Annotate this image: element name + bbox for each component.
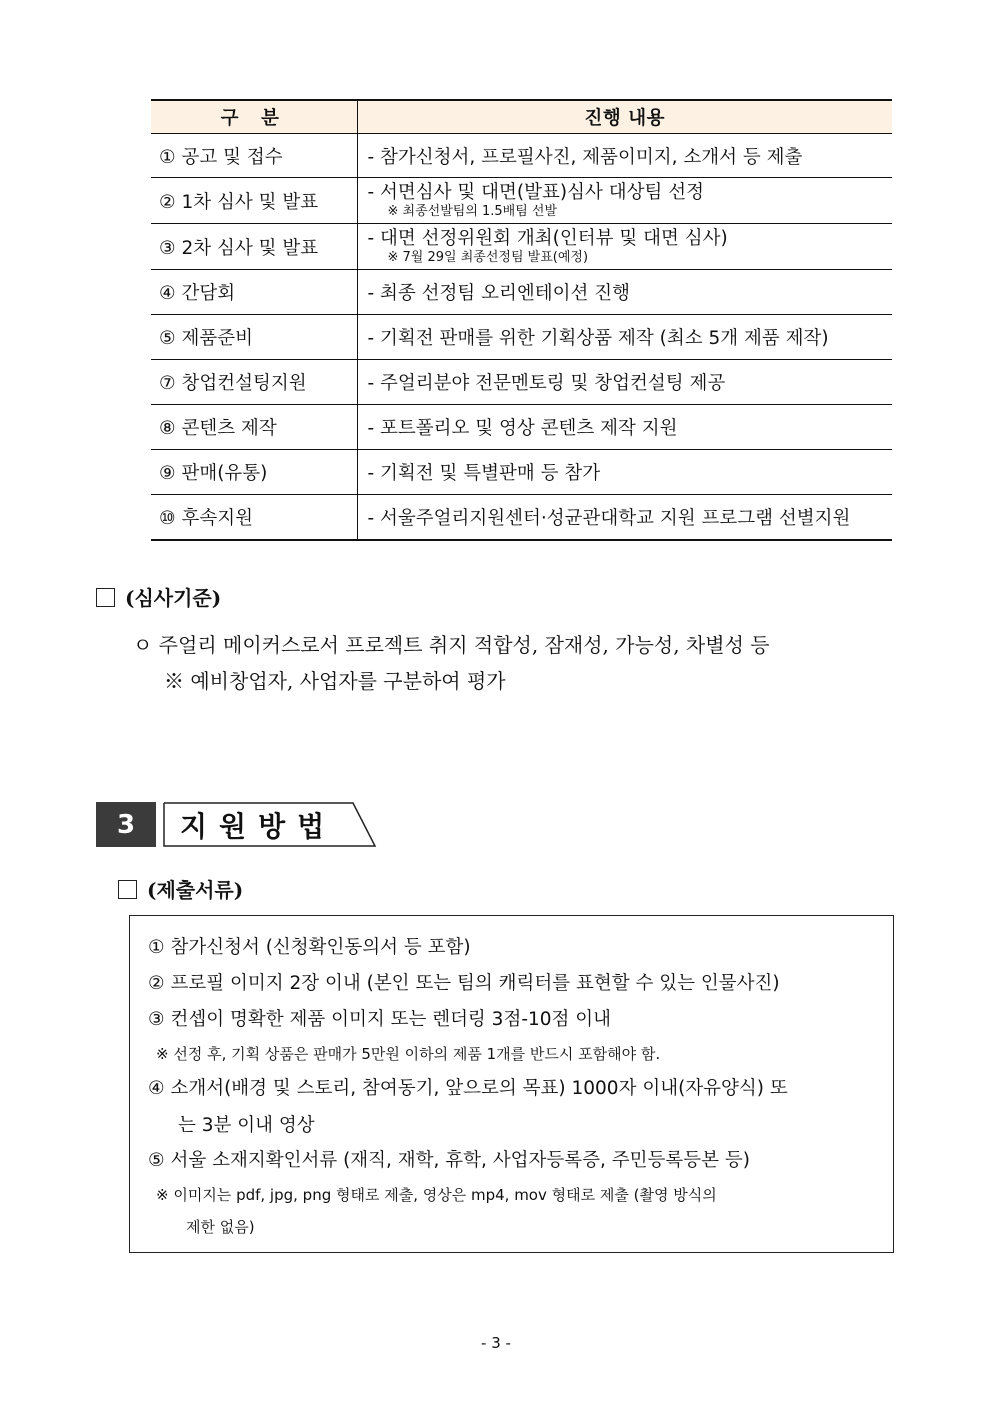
checkbox-square-icon: [96, 588, 115, 607]
document-item: ④ 소개서(배경 및 스토리, 참여동기, 앞으로의 목표) 1000자 이내(자유양식) 또: [148, 1078, 788, 1099]
document-item: ① 참가신청서 (신청확인동의서 등 포함): [148, 937, 471, 958]
documents-heading: [118, 874, 243, 903]
documents-heading-text: (제출서류): [147, 878, 244, 902]
table-row: [151, 134, 892, 178]
table-row: [151, 270, 892, 315]
row-step: ⑤ 제품준비: [151, 315, 357, 360]
table-row: [151, 405, 892, 450]
row-step: ⑧ 콘텐츠 제작: [151, 405, 357, 450]
row-desc: - 주얼리분야 전문멘토링 및 창업컨설팅 제공: [357, 360, 892, 405]
row-desc: - 참가신청서, 프로필사진, 제품이미지, 소개서 등 제출: [357, 134, 892, 178]
row-note: ※ 7월 29일 최종선정팀 발표(예정): [387, 249, 589, 265]
document-note: ※ 이미지는 pdf, jpg, png 형태로 제출, 영상은 mp4, mov 형태로 제출 (촬영 방식의: [156, 1186, 717, 1204]
table-row: [151, 224, 892, 270]
row-desc: - 대면 선정위원회 개최(인터뷰 및 대면 심사): [367, 227, 728, 249]
checkbox-square-icon: [118, 880, 137, 899]
document-item: ③ 컨셉이 명확한 제품 이미지 또는 렌더링 3점-10점 이내: [148, 1009, 612, 1030]
section-title: 지원방법: [180, 809, 337, 843]
row-step: ⑩ 후속지원: [151, 495, 357, 540]
row-desc: - 기획전 및 특별판매 등 참가: [357, 450, 892, 495]
schedule-table: [151, 99, 892, 541]
table-row: [151, 315, 892, 360]
document-item: ② 프로필 이미지 2장 이내 (본인 또는 팀의 캐릭터를 표현할 수 있는 인물사진): [148, 973, 780, 994]
row-desc: - 서울주얼리지원센터·성균관대학교 지원 프로그램 선별지원: [357, 495, 892, 540]
table-row: [151, 495, 892, 540]
row-step: ③ 2차 심사 및 발표: [151, 224, 357, 270]
table-row: [151, 360, 892, 405]
document-item: ⑤ 서울 소재지확인서류 (재직, 재학, 휴학, 사업자등록증, 주민등록등본 등): [148, 1150, 750, 1171]
row-step: ⑨ 판매(유통): [151, 450, 357, 495]
table-row: [151, 178, 892, 224]
row-desc: - 기획전 판매를 위한 기획상품 제작 (최소 5개 제품 제작): [357, 315, 892, 360]
row-step: ② 1차 심사 및 발표: [151, 178, 357, 224]
header-category: 구 분: [151, 100, 357, 134]
header-content: 진행 내용: [357, 100, 892, 134]
criteria-heading: [96, 582, 221, 611]
row-step: ① 공고 및 접수: [151, 134, 357, 178]
row-step: ⑦ 창업컨설팅지원: [151, 360, 357, 405]
row-note: ※ 최종선발팀의 1.5배팀 선발: [387, 203, 558, 219]
criteria-heading-text: (심사기준): [125, 586, 222, 610]
row-desc: - 서면심사 및 대면(발표)심사 대상팀 선정: [367, 181, 704, 203]
document-note-continued: 제한 없음): [186, 1218, 255, 1236]
document-note: ※ 선정 후, 기획 상품은 판매가 5만원 이하의 제품 1개를 반드시 포함해야 함.: [156, 1045, 661, 1063]
row-step: ④ 간담회: [151, 270, 357, 315]
criteria-bullet: ㅇ 주얼리 메이커스로서 프로젝트 취지 적합성, 잠재성, 가능성, 차별성 등: [133, 633, 770, 657]
document-item-continued: 는 3분 이내 영상: [178, 1115, 315, 1136]
row-desc: - 포트폴리오 및 영상 콘텐츠 제작 지원: [357, 405, 892, 450]
documents-box: [129, 915, 894, 1253]
table-row: [151, 450, 892, 495]
row-desc: - 최종 선정팀 오리엔테이션 진행: [357, 270, 892, 315]
criteria-note: ※ 예비창업자, 사업자를 구분하여 평가: [164, 669, 506, 693]
section-number-badge: 3: [96, 802, 156, 847]
page-number: - 3 -: [481, 1334, 511, 1352]
table-header-row: [151, 100, 892, 134]
